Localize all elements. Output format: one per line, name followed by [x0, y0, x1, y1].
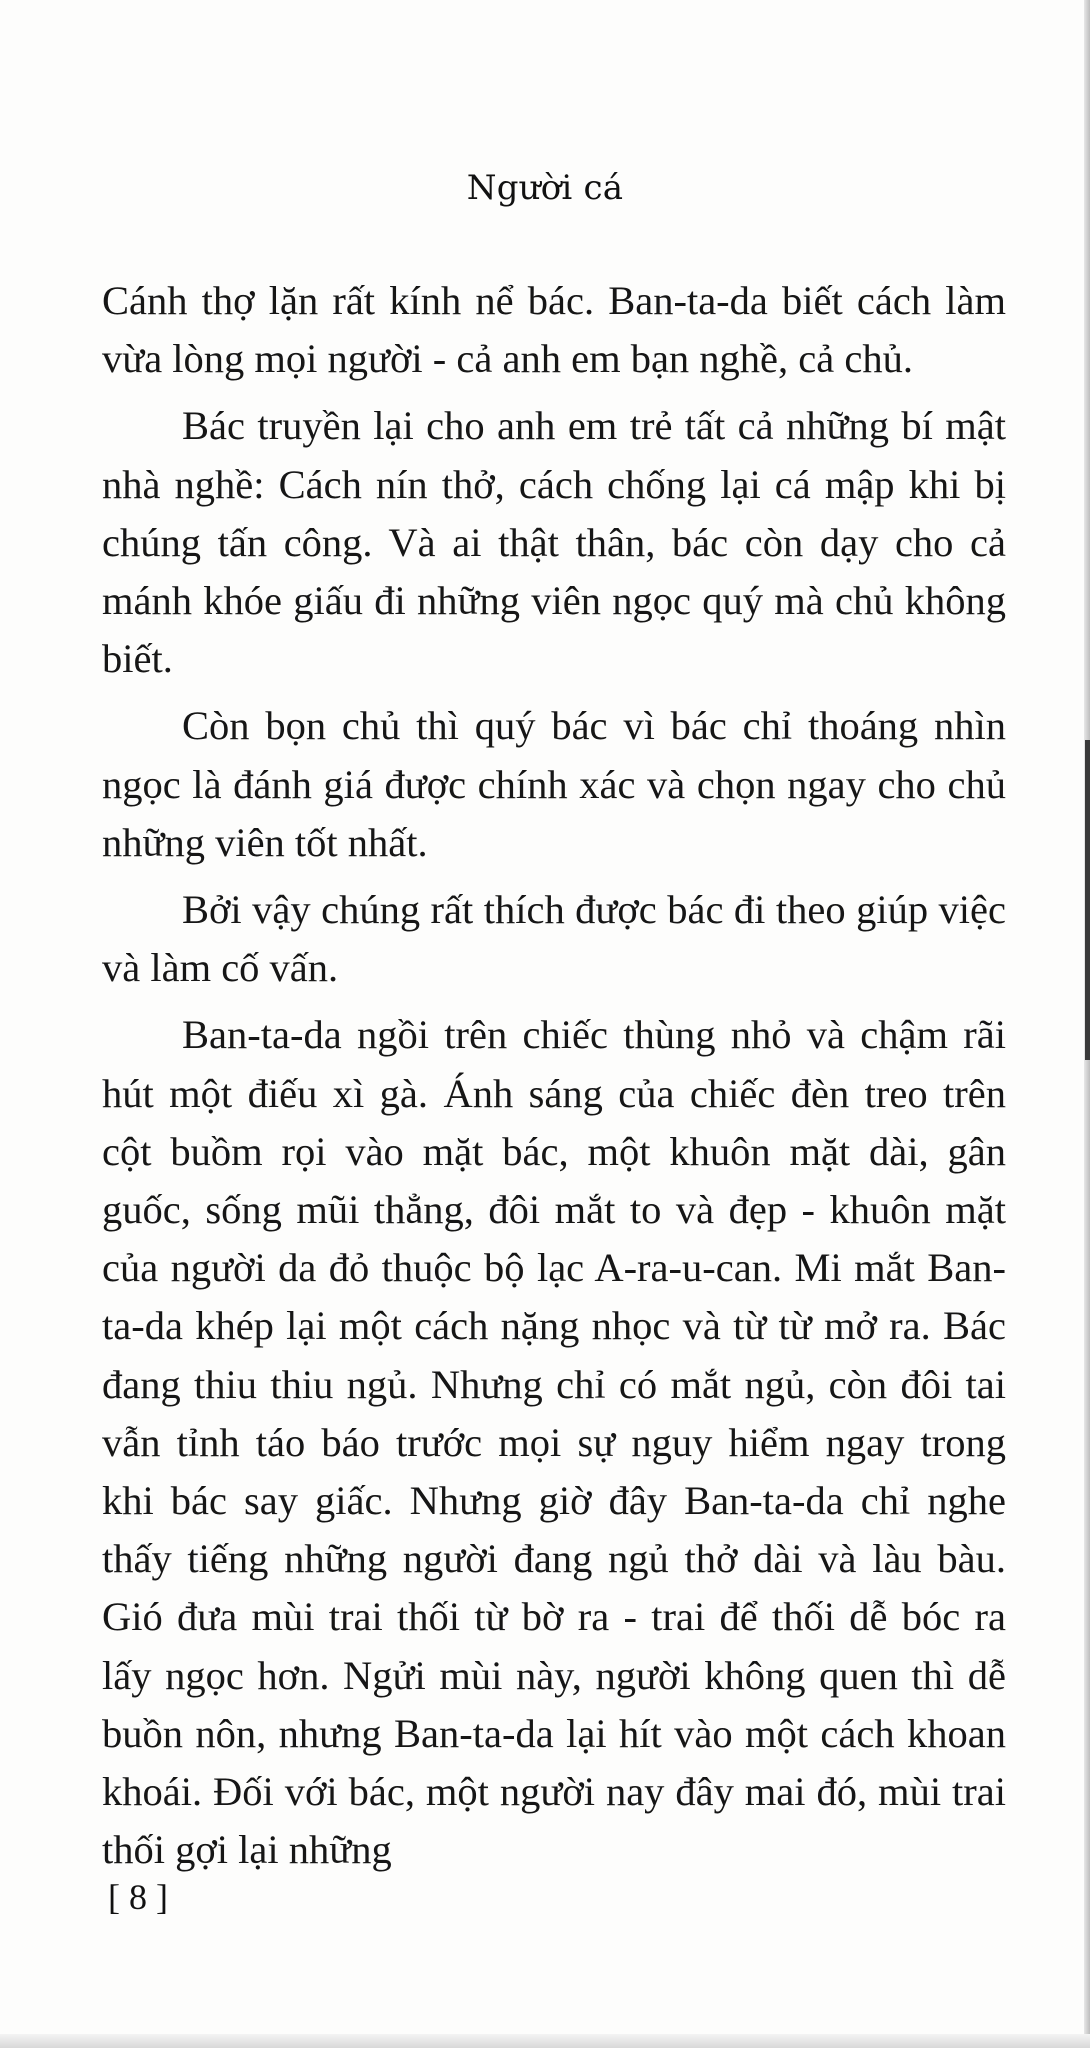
running-head: Người cá	[466, 168, 624, 208]
paragraph-5: Ban-ta-da ngồi trên chiếc thùng nhỏ và chậm rãi hút một điếu xì gà. Ánh sáng của chiếc đèn treo trên cột buồm rọi vào mặt bác, một khuôn mặt dài, gân guốc, sống mũi thẳng, đôi mắt to và đẹp - khuôn mặt của người da đỏ thuộc bộ lạc A-ra-u-can. Mi mắt Ban-ta-da khép lại một cách nặng nhọc và từ từ mở ra. Bác đang thiu thiu ngủ. Nhưng chỉ có mắt ngủ, còn đôi tai vẫn tỉnh táo báo trước mọi sự nguy hiểm ngay trong khi bác say giấc. Nhưng giờ đây Ban-ta-da chỉ nghe thấy tiếng những người đang ngủ thở dài và làu bàu. Gió đưa mùi trai thối từ bờ ra - trai để thối dễ bóc ra lấy ngọc hơn. Ngửi mùi này, người không quen thì dễ buồn nôn, nhưng Ban-ta-da lại hít vào một cách khoan khoái. Đối với bác, một người nay đây mai đó, mùi trai thối gợi lại những	[102, 1012, 1006, 1873]
paragraph-1: Cánh thợ lặn rất kính nể bác. Ban-ta-da biết cách làm vừa lòng mọi người - cả anh em bạn nghề, cả chủ.	[102, 278, 1006, 382]
paragraph-3: Còn bọn chủ thì quý bác vì bác chỉ thoáng nhìn ngọc là đánh giá được chính xác và chọn ngay cho chủ những viên tốt nhất.	[102, 703, 1006, 865]
page-number: [ 8 ]	[108, 1877, 168, 1917]
page-bottom-shadow	[0, 2034, 1090, 2048]
paragraph-4: Bởi vậy chúng rất thích được bác đi theo giúp việc và làm cố vấn.	[102, 887, 1006, 991]
body-text	[102, 272, 1006, 1888]
paragraph-2: Bác truyền lại cho anh em trẻ tất cả những bí mật nhà nghề: Cách nín thở, cách chống lại cá mập khi bị chúng tấn công. Và ai thật thân, bác còn dạy cho cả mánh khóe giấu đi những viên ngọc quý mà chủ không biết.	[102, 403, 1006, 682]
page-edge-dark-strip	[1085, 740, 1090, 1060]
